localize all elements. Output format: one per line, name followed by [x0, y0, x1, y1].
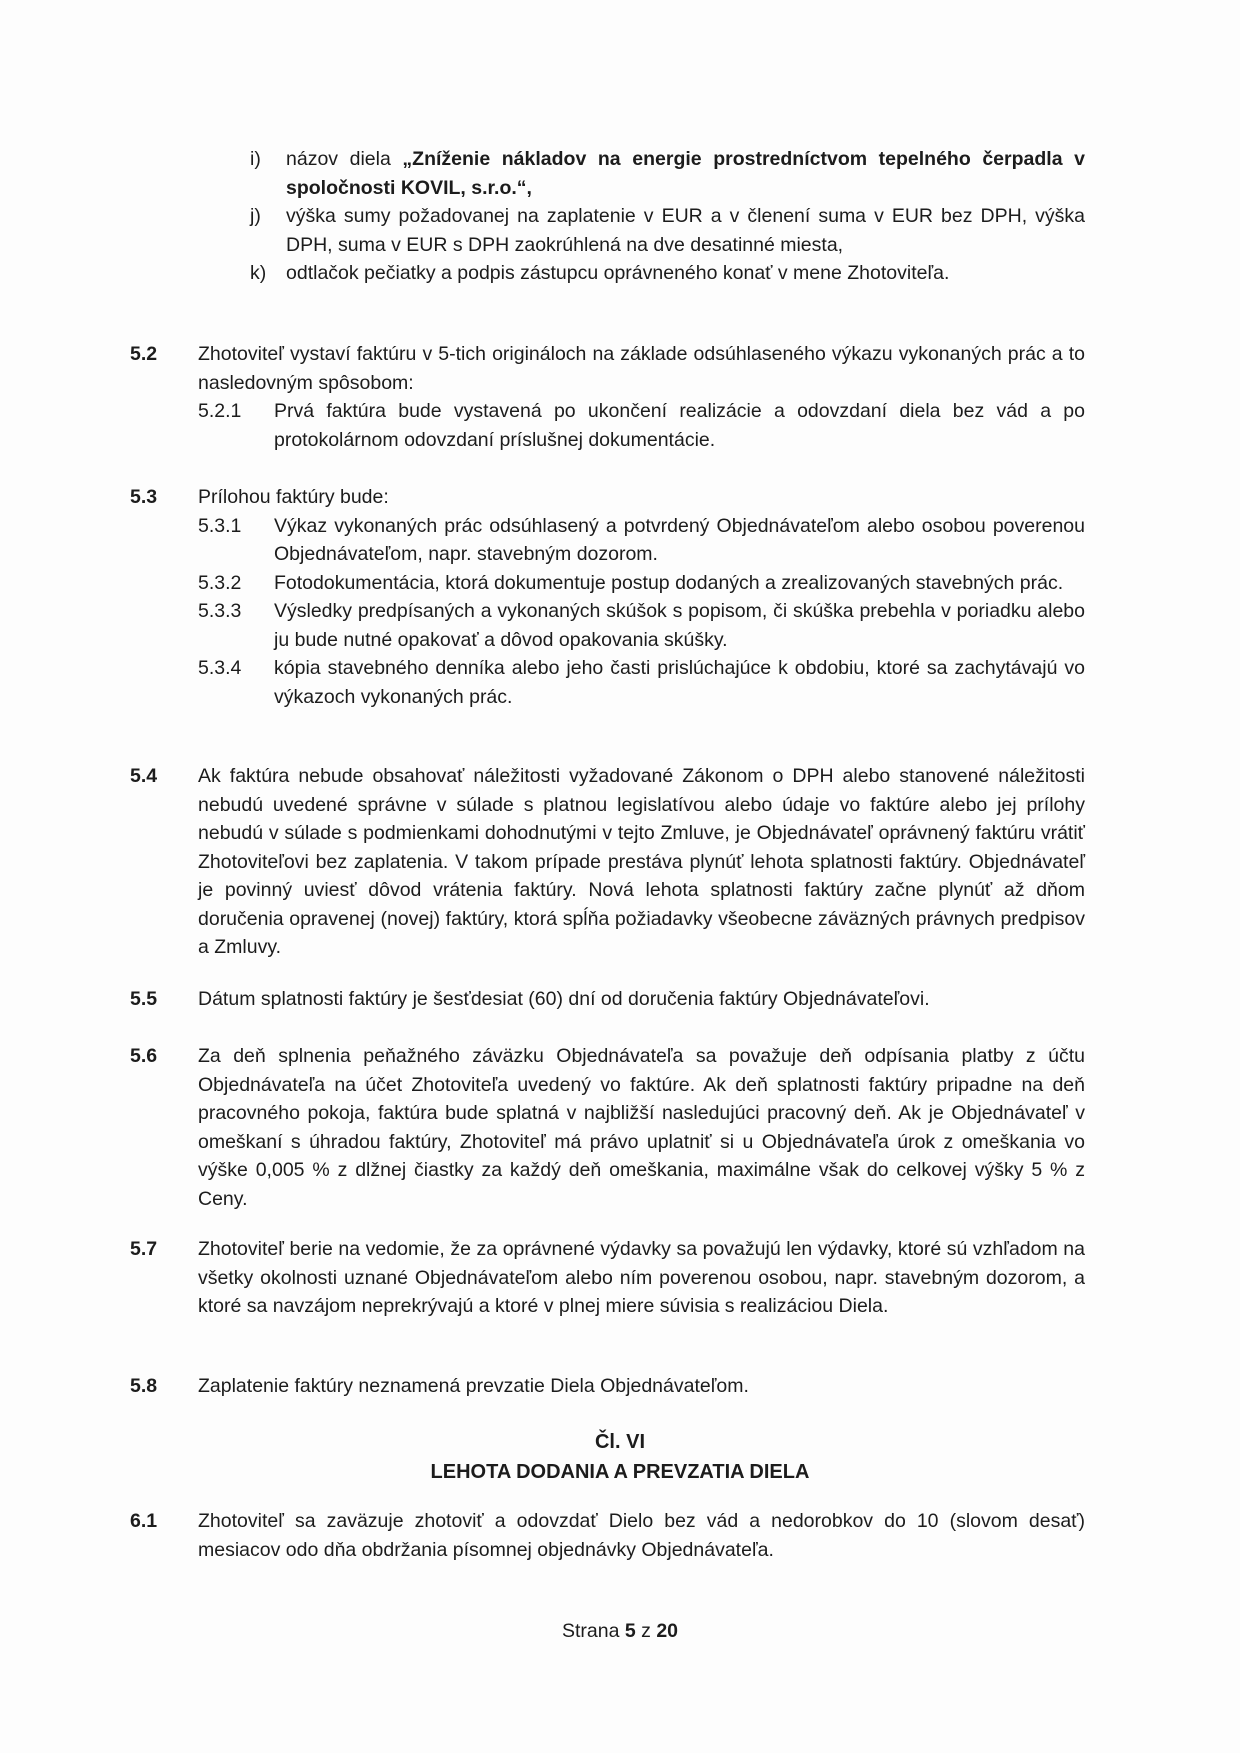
section-5-4: [130, 762, 1085, 962]
section-text: Zhotoviteľ sa zaväzuje zhotoviť a odovzdať Dielo bez vád a nedorobkov do 10 (slovom desať) mesiacov odo dňa obdržania písomnej objednávky Objednávateľa.: [198, 1510, 1085, 1561]
subsection-number: 5.3.4: [198, 657, 242, 679]
section-5-2: [130, 340, 1085, 454]
project-name: „Zníženie nákladov na energie prostredníctvom tepelného čerpadla v spoločnosti KOVIL, s.r.o.“,: [286, 148, 1085, 199]
subsection-text: Fotodokumentácia, ktorá dokumentuje postup dodaných a zrealizovaných stavebných prác.: [274, 571, 1064, 594]
chapter-subtitle: LEHOTA DODANIA A PREVZATIA DIELA: [430, 1461, 810, 1483]
section-number: 5.7: [130, 1238, 158, 1260]
subsection-number: 5.3.1: [198, 514, 242, 537]
chapter-title: Čl. VI: [594, 1431, 645, 1453]
subsection-5-2-1: [198, 397, 1085, 454]
section-text: Za deň splnenia peňažného záväzku Objednávateľa sa považuje deň odpísania platby z účtu Objednávateľa na účet Zhotoviteľa uvedený vo faktúre. Ak deň splatnosti faktúry pripadne na deň pracovného pokoja, faktúra bude splatná v najbližší nasledujúci pracovný deň. Ak je Objednávateľ v omeškaní s úhradou faktúry, Zhotoviteľ má právo uplatniť si u Objednávateľa úrok z omeškania vo výške 0,005 % z dlžnej čiastky za každý deň omeškania, maximálne však do celkovej výšky 5 % z Ceny.: [198, 1045, 1085, 1210]
footer-prefix: Strana: [561, 1620, 620, 1642]
section-6-1: [130, 1507, 1085, 1564]
section-number: 5.2: [130, 343, 158, 365]
list-item: [250, 259, 1085, 288]
subsection-5-3-1: [198, 512, 1085, 569]
section-text: Zhotoviteľ berie na vedomie, že za oprávnené výdavky sa považujú len výdavky, ktoré sú vzhľadom na všetky okolnosti uznané Objednávateľom alebo ním poverenou osobou, napr. stavebným dozorom, a ktoré sa navzájom neprekrývajú a ktoré v plnej miere súvisia s realizáciou Diela.: [198, 1238, 1085, 1317]
subsection-text: kópia stavebného denníka alebo jeho časti prislúchajúce k obdobiu, ktoré sa zachytávajú vo výkazoch vykonaných prác.: [274, 657, 1085, 708]
page-footer: [0, 1620, 1240, 1643]
current-page-number: 5: [624, 1620, 636, 1642]
section-text: Zaplatenie faktúry neznamená prevzatie Diela Objednávateľom.: [198, 1375, 749, 1397]
section-number: 5.8: [130, 1375, 158, 1397]
list-item-text: [286, 145, 1085, 202]
list-item: [250, 145, 1085, 202]
list-item-text: odtlačok pečiatky a podpis zástupcu oprávneného konať v mene Zhotoviteľa.: [286, 262, 950, 284]
section-text: Ak faktúra nebude obsahovať náležitosti vyžadované Zákonom o DPH alebo stanovené náležitosti nebudú uvedené správne v súlade s platnou legislatívou alebo údaje vo faktúre alebo jej prílohy nebudú v súlade s podmienkami dohodnutými v tejto Zmluve, je Objednávateľ oprávnený faktúru vrátiť Zhotoviteľovi bez zaplatenia. V takom prípade prestáva plynúť lehota splatnosti faktúry. Objednávateľ je povinný uviesť dôvod vrátenia faktúry. Nová lehota splatnosti faktúry začne plynúť až dňom doručenia opravenej (novej) faktúry, ktorá spĺňa požiadavky všeobecne záväzných právnych predpisov a Zmluvy.: [198, 765, 1085, 958]
list-item-label: k): [250, 262, 267, 284]
footer-separator: z: [641, 1620, 651, 1642]
section-number: 5.3: [130, 486, 158, 508]
section-5-8: [130, 1372, 1085, 1401]
total-page-count: 20: [656, 1620, 679, 1642]
list-item-label: i): [250, 148, 261, 170]
subsection-5-3-4: [198, 654, 1085, 711]
section-text: Zhotoviteľ vystaví faktúru v 5-tich origináloch na základe odsúhlaseného výkazu vykonaných prác a to nasledovným spôsobom:: [198, 343, 1085, 394]
subsection-5-3-2: [198, 569, 1085, 598]
section-number: 5.5: [130, 988, 158, 1010]
subsection-number: 5.3.2: [198, 571, 242, 594]
invoice-requirements-list: [250, 145, 1085, 288]
list-item-text: výška sumy požadovanej na zaplatenie v EUR a v členení suma v EUR bez DPH, výška DPH, suma v EUR s DPH zaokrúhlená na dve desatinné miesta,: [286, 205, 1085, 256]
subsection-number: 5.3.3: [198, 600, 242, 622]
section-number: 6.1: [130, 1510, 158, 1532]
subsection-5-3-3: [198, 597, 1085, 654]
subsection-text: Výkaz vykonaných prác odsúhlasený a potvrdený Objednávateľom alebo osobou poverenou Objednávateľom, napr. stavebným dozorom.: [274, 514, 1085, 565]
section-number: 5.6: [130, 1045, 158, 1067]
subsection-text: Výsledky predpísaných a vykonaných skúšok s popisom, či skúška prebehla v poriadku alebo ju bude nutné opakovať a dôvod opakovania skúšky.: [274, 600, 1085, 651]
section-5-5: [130, 985, 1085, 1014]
section-5-7: [130, 1235, 1085, 1321]
list-item: [250, 202, 1085, 259]
section-5-3: [130, 483, 1085, 711]
subsection-number: 5.2.1: [198, 400, 242, 422]
section-text: Dátum splatnosti faktúry je šesťdesiat (60) dní od doručenia faktúry Objednávateľovi.: [198, 988, 930, 1010]
list-item-label: j): [250, 205, 261, 227]
section-text: Prílohou faktúry bude:: [198, 486, 389, 508]
section-number: 5.4: [130, 765, 158, 787]
list-item-prefix: názov diela: [286, 148, 403, 170]
subsection-text: Prvá faktúra bude vystavená po ukončení realizácie a odovzdaní diela bez vád a po protokolárnom odovzdaní príslušnej dokumentácie.: [274, 400, 1085, 451]
section-5-6: [130, 1042, 1085, 1213]
